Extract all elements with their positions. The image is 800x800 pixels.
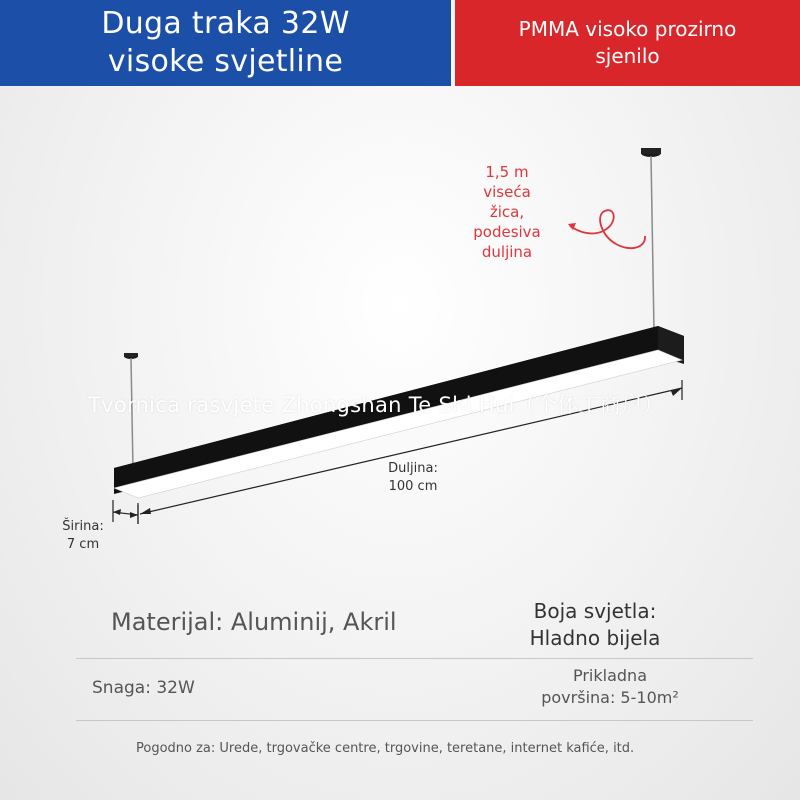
wire-annotation-line: viseća xyxy=(483,183,531,201)
wire-annotation xyxy=(462,162,552,262)
length-arrow-left xyxy=(140,508,151,514)
power-spec: Snaga: 32W xyxy=(92,678,195,698)
factory-watermark: Tvornica rasvjete Zhongshan Te Shi Hui（个体工商户） xyxy=(88,393,664,417)
length-label-title: Duljina: xyxy=(388,461,438,476)
area-value: površina: 5-10m² xyxy=(541,688,679,707)
spec-divider xyxy=(76,720,753,721)
width-label-title: Širina: xyxy=(62,519,104,534)
right-suspension-wire xyxy=(651,156,654,330)
length-label-value: 100 cm xyxy=(388,479,438,494)
suitable-for-text: Pogodno za: Urede, trgovačke centre, trgovine, teretane, internet kafiće, itd. xyxy=(136,741,635,756)
light-color-value: Hladno bijela xyxy=(529,626,661,650)
right-canopy-body xyxy=(641,148,661,154)
coiled-wire-icon xyxy=(570,210,645,248)
wire-annotation-line: duljina xyxy=(481,243,533,261)
wire-annotation-line: 1,5 m xyxy=(485,163,529,181)
wire-annotation-line: podesiva xyxy=(473,223,541,241)
light-color-spec xyxy=(505,598,685,652)
diffuser-line-1: PMMA visoko prozirno xyxy=(518,17,737,41)
wire-annotation-line: žica, xyxy=(489,203,525,221)
diffuser-line-2: sjenilo xyxy=(595,44,660,68)
title-line-2: visoke svjetline xyxy=(107,44,344,79)
spec-divider xyxy=(76,658,753,659)
material-spec: Materijal: Aluminij, Akril xyxy=(111,608,397,636)
width-arrow-left xyxy=(113,509,121,515)
left-canopy-body xyxy=(124,353,138,357)
width-label-value: 7 cm xyxy=(66,537,100,552)
width-label xyxy=(48,518,118,554)
title-line-1: Duga traka 32W xyxy=(101,6,350,41)
light-color-label: Boja svjetla: xyxy=(533,599,657,623)
area-label: Prikladna xyxy=(572,666,647,685)
area-spec xyxy=(520,665,700,709)
length-label xyxy=(368,460,458,496)
width-arrow-right xyxy=(130,512,138,518)
